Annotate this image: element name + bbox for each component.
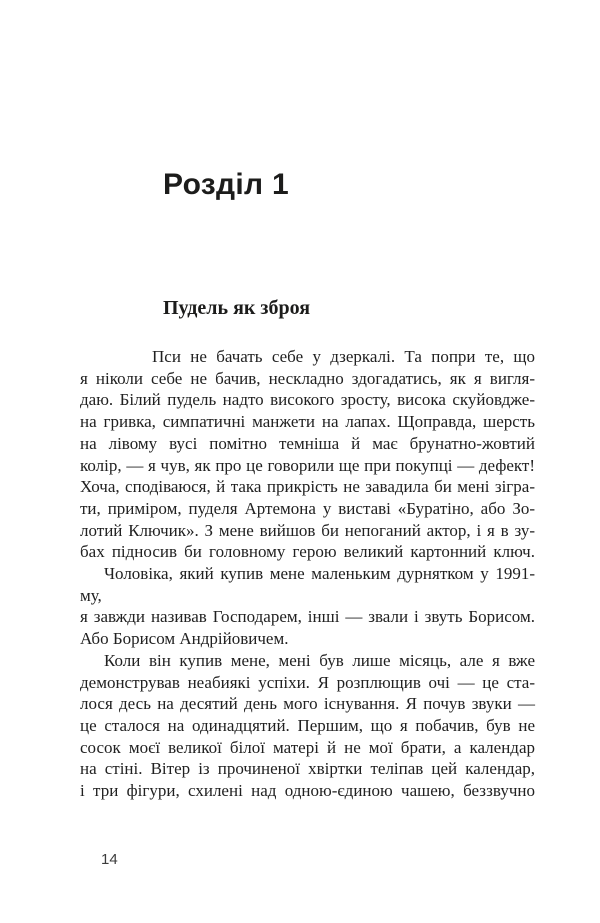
page-number: 14 <box>101 851 118 868</box>
text-line: демонстрував неабиякі успіхи. Я розплющив очі — це ста- <box>80 672 535 692</box>
text-line: на гривка, симпатичні манжети на лапах. Щоправда, шерсть <box>80 412 535 432</box>
paragraph <box>80 563 535 650</box>
text-line: це сталося на одинадцятий. Першим, що я побачив, був не <box>80 715 535 735</box>
text-line: бах підносив би головному герою великий картонний ключ. <box>80 542 535 562</box>
text-line: колір, — я чув, як про це говорили ще при покупці — дефект! <box>80 455 535 475</box>
text-line: на лівому вусі помітно темніша й має брунатно-жовтий <box>80 433 535 453</box>
text-line: лотий Ключик». З мене вийшов би непоганий актор, і я в зу- <box>80 520 535 540</box>
body-text <box>80 346 535 802</box>
paragraph <box>80 346 535 563</box>
text-line: сосок моєї великої білої матері й не мої брати, а календар <box>80 737 535 757</box>
text-line: Коли він купив мене, мені був лише місяць, але я вже <box>104 650 535 670</box>
chapter-heading: Розділ 1 <box>163 168 289 201</box>
text-column <box>0 170 600 802</box>
text-line: ти, приміром, пуделя Артемона у виставі «Буратіно, або Зо- <box>80 498 535 518</box>
text-line: Чоловіка, який купив мене маленьким дурнятком у 1991-му, <box>80 564 535 605</box>
text-line: Або Борисом Андрійовичем. <box>80 629 289 649</box>
text-line: я завжди називав Господарем, інші — звали і звуть Борисом. <box>80 607 535 627</box>
text-line: Пси не бачать себе у дзеркалі. Та попри те, що <box>152 347 535 366</box>
text-line: і три фігури, схилені над одною-єдиною чашею, беззвучно <box>80 781 535 801</box>
section-heading: Пудель як зброя <box>163 297 311 319</box>
paragraph <box>80 650 535 802</box>
text-line: даю. Білий пудель надто високого зросту, висока скуйовдже- <box>80 390 535 410</box>
text-line: я ніколи себе не бачив, нескладно здогадатись, як я вигля- <box>80 368 535 388</box>
text-line: лося десь на десятий день мого існування. Я почув звуки — <box>80 694 535 714</box>
text-line: на стіні. Вітер із прочиненої хвіртки теліпав цей календар, <box>80 759 535 779</box>
text-line: Хоча, сподіваюся, й така прикрість не завадила би мені зігра- <box>80 477 535 497</box>
